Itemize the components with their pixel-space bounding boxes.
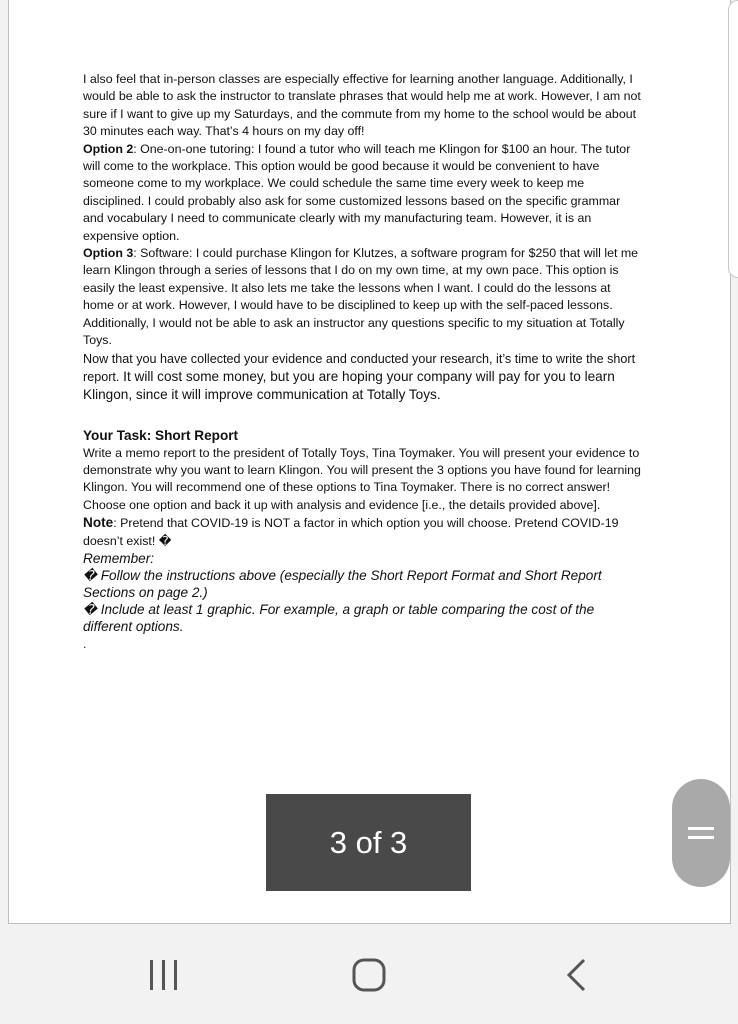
paragraph-option-3 [83,245,643,349]
back-button[interactable] [546,945,606,1005]
page-indicator: 3 of 3 [266,794,471,891]
paragraph-now-that [83,350,643,403]
home-button[interactable] [339,945,399,1005]
task-heading: Your Task: Short Report [83,427,239,443]
option-2-text: : One-on-one tutoring: I found a tutor who will teach me Klingon for $100 an hour. The tutor will come to the workplace. This option would be good because it would be convenient to have someone come to my workplace. We could schedule the same time every week to keep me disciplined. I could probably also ask for some customized lessons based on the specific grammar and vocabulary I need to communicate clearly with my manufacturing team. However, it is an expensive option. [83,141,631,243]
bullet-follow-instructions: � Follow the instructions above (especially the Short Report Format and Short Report Sections on page 2.) [83,567,602,600]
document-content [83,71,643,651]
para4-part-a: Now that you have collected your evidence and conducted your research, it’s time to write the short report. [83,351,636,384]
note-paragraph [83,514,643,550]
note-label: Note [83,515,114,531]
option-3-text: : Software: I could purchase Klingon for Klutzes, a software program for $250 that will let me learn Klingon through a series of lessons that I do on my own time, at my own pace. This option is easily the least expensive. It also lets me take the lessons when I want. I could do the lessons at home or at work. However, I would have to be disciplined to keep up with the self-paced lessons. Additionally, I would not be able to ask an instructor any questions specific to my situation at Totally Toys. [83,246,639,348]
scroll-handle[interactable] [672,779,730,887]
scroll-handle-icon [688,823,714,843]
bullet-include-graphic: � Include at least 1 graphic. For example, a graph or table comparing the cost of the different options. [83,601,595,634]
paragraph-option-2 [83,141,643,245]
navigation-bar [0,925,738,1024]
home-icon [351,957,387,993]
task-text: Write a memo report to the president of Totally Toys, Tina Toymaker. You will present your evidence to demonstrate why you want to learn Klingon. You will present the 3 options you have found for learning Klingon. You will recommend one of these options to Tina Toymaker. There is no correct answer! Choose one option and back it up with analysis and evidence [i.e., the details provided above]. [83,445,641,512]
trailing-dot: . [83,636,87,651]
option-2-label: Option 2 [83,141,134,156]
para4-part-c: Klingon, since it will improve communication at Totally Toys. [83,386,441,402]
back-icon [564,958,588,992]
note-text: : Pretend that COVID-19 is NOT a factor in which option you will choose. Pretend COVID-19 doesn’t exist! � [83,516,619,548]
option-3-label: Option 3 [83,246,134,261]
recent-apps-button[interactable] [134,945,194,1005]
edge-panel-handle[interactable] [728,0,738,278]
remember-label: Remember: [83,550,155,566]
para4-part-b: It will cost some money, but you are hoping your company will pay for you to learn [119,368,615,384]
paragraph-in-person: I also feel that in-person classes are especially effective for learning another language. Additionally, I would be able to ask the instructor to translate phrases that would help me at work. However, I am not sure if I want to give up my Saturdays, and the commute from my home to the school would be about 30 minutes each way. That’s 4 hours on my day off! [83,72,641,139]
recent-apps-icon [148,959,180,991]
